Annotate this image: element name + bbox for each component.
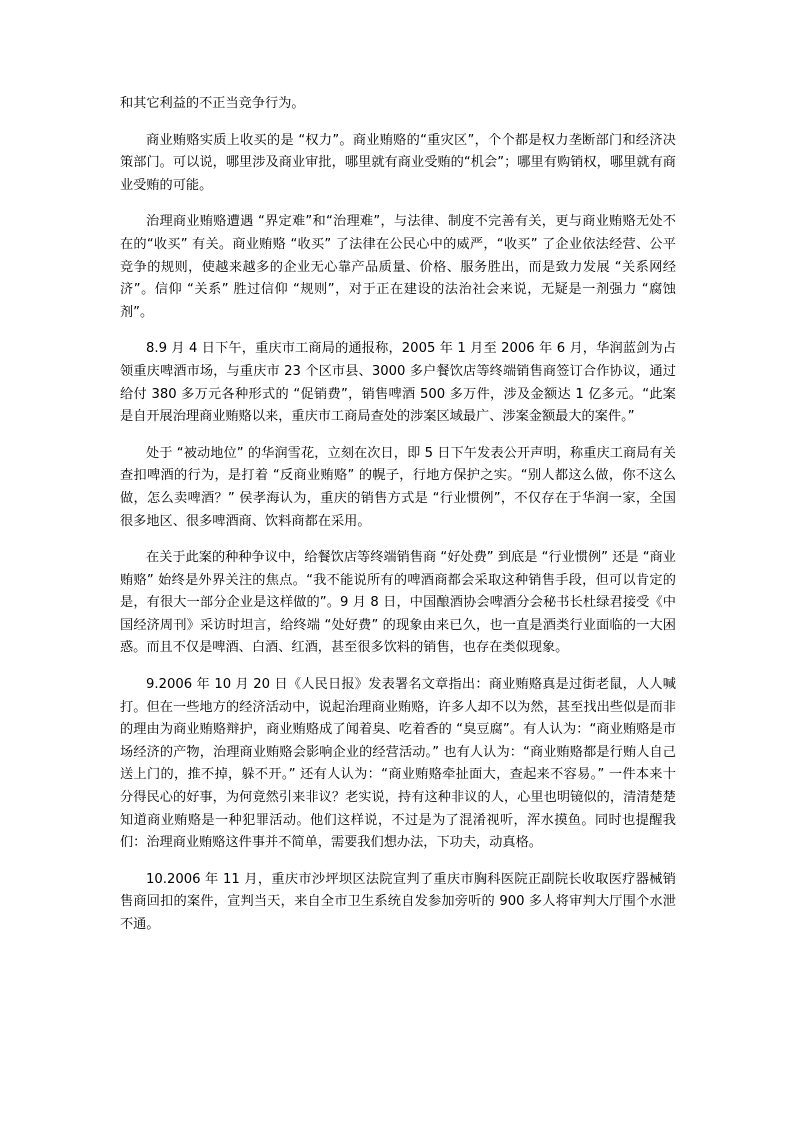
paragraph-item-8: 8.9 月 4 日下午，重庆市工商局的通报称，2005 年 1 月至 2006 年 6 月，华润蓝剑为占领重庆啤酒市场，与重庆市 23 个区市县、3000 多户餐饮店等终端销售商签订合作协议，通过给付 380 多万元各种形式的 “促销费”，销售啤酒 500 多万件，涉及金额达 1 亿多元。“此案是自开展治理商业贿赂以来，重庆市工商局查处的涉案区域最广、涉案金额最大的案件。”	[120, 341, 676, 425]
paragraph-item-10: 10.2006 年 11 月，重庆市沙坪坝区法院宣判了重庆市胸科医院正副院长收取医疗器械销售商回扣的案件，宣判当天，来自全市卫生系统自发参加旁听的 900 多人将审判大厅围个水泄不通。	[120, 871, 676, 932]
paragraph-power-bribery: 商业贿赂实质上收买的是 “权力”。商业贿赂的“重灾区”，个个都是权力垄断部门和经济决策部门。可以说，哪里涉及商业审批，哪里就有商业受贿的“机会”；哪里有购销权，哪里就有商业受贿的可能。	[120, 132, 676, 193]
paragraph-governance-difficulty: 治理商业贿赂遭遇 “界定难”和“治理难”，与法律、制度不完善有关，更与商业贿赂无处不在的“收买” 有关。商业贿赂 “收买” 了法律在公民心中的威严，“收买” 了企业依法经营、公平竞争的规则，使越来越多的企业无心靠产品质量、价格、服务胜出，而是致力发展 “关系网经济”。信仰 “关系” 胜过信仰 “规则”，对于正在建设的法治社会来说，无疑是一剂强力 “腐蚀剂”。	[120, 214, 676, 320]
paragraph-continuation: 和其它利益的不正当竞争行为。	[120, 96, 305, 111]
paragraph-item-9: 9.2006 年 10 月 20 日《人民日报》发表署名文章指出：商业贿赂真是过街老鼠，人人喊打。但在一些地方的经济活动中，说起治理商业贿赂，许多人却不以为然，甚至找出些似是而非的理由为商业贿赂辩护，商业贿赂成了闻着臭、吃着香的 “臭豆腐”。有人认为：“商业贿赂是市场经济的产物，治理商业贿赂会影响企业的经营活动。” 也有人认为：“商业贿赂都是行贿人自己送上门的，推不掉，躲不开。” 还有人认为：“商业贿赂牵扯面大，查起来不容易。” 一件本来十分得民心的好事，为何竟然引来非议？老实说，持有这种非议的人，心里也明镜似的，清清楚楚知道商业贿赂是一种犯罪活动。他们这样说，不过是为了混淆视听，浑水摸鱼。同时也提醒我们：治理商业贿赂这件事并不简单，需要我们想办法，下功夫，动真格。	[120, 677, 676, 851]
paragraph-snow-response: 处于 “被动地位” 的华润雪花，立刻在次日，即 5 日下午发表公开声明，称重庆工商局有关查扣啤酒的行为，是打着 “反商业贿赂” 的幌子，行地方保护之实。“别人都这么做，你不这么做，怎么卖啤酒？” 侯孝海认为，重庆的销售方式是 “行业惯例”，不仅存在于华润一家，全国很多地区、很多啤酒商、饮料商都在采用。	[120, 445, 676, 529]
document-body	[120, 93, 676, 951]
paragraph-industry-practice: 在关于此案的种种争议中，给餐饮店等终端销售商 “好处费” 到底是 “行业惯例” 还是 “商业贿赂” 始终是外界关注的焦点。“我不能说所有的啤酒商都会采取这种销售手段，但可以肯定的是，有很大一部分企业是这样做的”。9 月 8 日，中国酿酒协会啤酒分会秘书长杜绿君接受《中国经济周刊》采访时坦言，给终端 “处好费” 的现象由来已久，也一直是酒类行业面临的一大困惑。而且不仅是啤酒、白酒、红酒，甚至很多饮料的销售，也存在类似现象。	[120, 550, 676, 656]
